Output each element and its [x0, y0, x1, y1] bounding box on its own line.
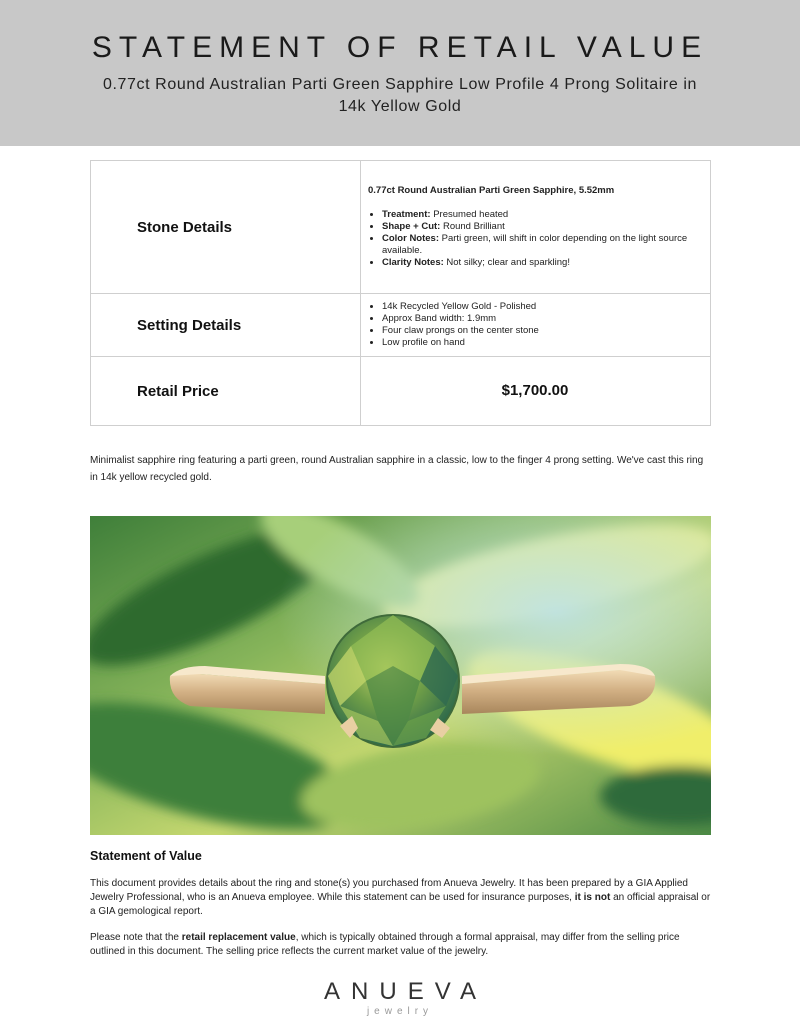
stone-details-list: [368, 209, 702, 269]
product-description: Minimalist sapphire ring featuring a parti green, round Australian sapphire in a classic, low to the finger 4 prong setting. We've cast this ring in 14k yellow recycled gold.: [90, 455, 704, 483]
detail-value: Parti green, will shift in color depending on the light source available.: [382, 233, 688, 256]
setting-details-value: [361, 294, 711, 357]
header-band: [0, 0, 800, 146]
setting-details-label: Setting Details: [91, 294, 361, 357]
details-table: [90, 160, 711, 426]
list-item: [382, 221, 702, 233]
ring-photo: [90, 516, 711, 835]
stone-heading: 0.77ct Round Australian Parti Green Sapphire, 5.52mm: [368, 185, 615, 196]
setting-details-list: [368, 301, 702, 349]
statement-paragraph-2: [90, 931, 712, 959]
logo-wordmark: ANUEVA: [324, 978, 487, 1005]
statement-text: This document provides details about the ring and stone(s) you purchased from Anueva Jewelry. It has been prepared by a GIA Applied Jewelry Professional, who is an Anueva employee. While this statement can be used for insurance purposes,: [90, 878, 688, 903]
list-item: [382, 233, 702, 257]
setting-details-row: [91, 294, 711, 357]
detail-value: Round Brilliant: [442, 221, 505, 232]
document-subtitle: 0.77ct Round Australian Parti Green Sapphire Low Profile 4 Prong Solitaire in 14k Yellow Gold: [102, 76, 698, 115]
detail-key: Treatment:: [382, 209, 431, 220]
detail-key: Clarity Notes:: [382, 257, 444, 268]
list-item: [382, 209, 702, 221]
stone-details-row: [91, 161, 711, 294]
detail-key: Shape + Cut:: [382, 221, 441, 232]
statement-text: an official appraisal or a GIA gemological report.: [90, 892, 711, 917]
document-title: STATEMENT OF RETAIL VALUE: [91, 31, 709, 64]
stone-details-value: [361, 161, 711, 294]
sapphire-stone: [327, 615, 459, 747]
detail-value: Presumed heated: [433, 209, 509, 220]
statement-text: , which is typically obtained through a formal appraisal, may differ from the selling price outlined in this document. The selling price reflects the current market value of the jewelry.: [90, 932, 680, 957]
retail-price-value: $1,700.00: [361, 357, 711, 426]
list-item: [382, 257, 702, 269]
list-item: • Four claw prongs on the center stone: [382, 325, 702, 337]
list-item: • 14k Recycled Yellow Gold - Polished: [382, 301, 702, 313]
statement-paragraph-1: [90, 877, 712, 919]
statement-emphasis: retail replacement value: [181, 932, 296, 943]
anueva-logo: [300, 978, 500, 1018]
list-item: • Low profile on hand: [382, 337, 702, 349]
retail-price-row: [91, 357, 711, 426]
logo-subtext: jewelry: [366, 1006, 434, 1017]
stone-details-label: Stone Details: [91, 161, 361, 294]
statement-text: Please note that the: [90, 932, 179, 943]
statement-of-value-title: Statement of Value: [90, 849, 202, 863]
statement-emphasis: it is not: [574, 892, 611, 903]
list-item: • Approx Band width: 1.9mm: [382, 313, 702, 325]
retail-price-label: Retail Price: [91, 357, 361, 426]
ring-photo-illustration: [90, 516, 711, 835]
detail-value: Not silky; clear and sparkling!: [446, 257, 570, 268]
detail-key: Color Notes:: [382, 233, 439, 244]
